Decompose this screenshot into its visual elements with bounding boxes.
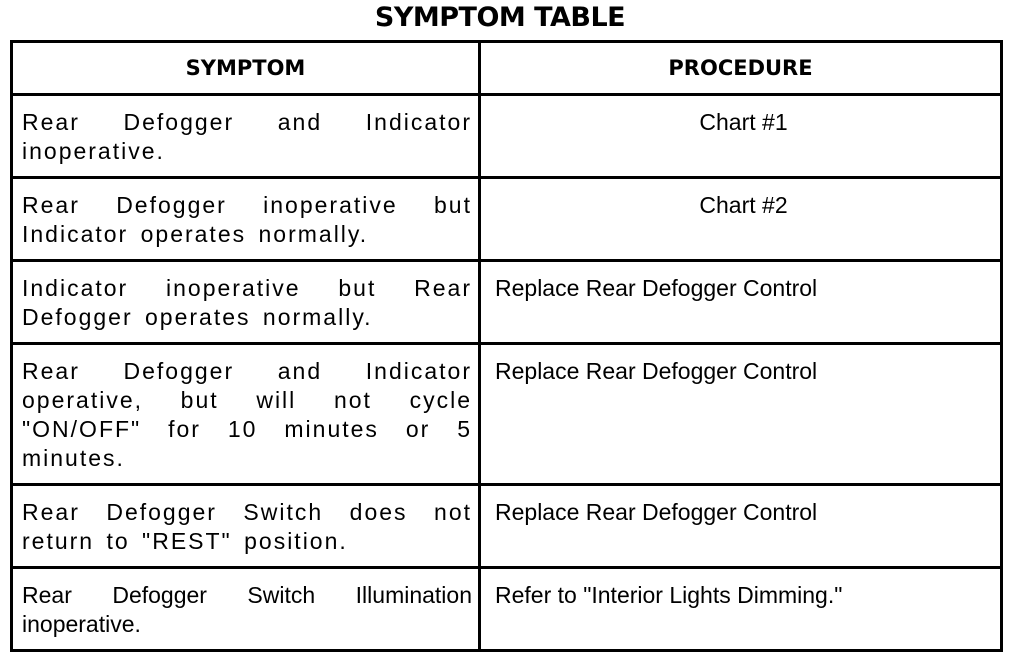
symptom-table: [10, 40, 1003, 652]
symptom-cell: Rear Defogger Switch does not return to "REST" position.: [12, 485, 480, 568]
page-title: SYMPTOM TABLE: [374, 2, 626, 33]
procedure-cell: Replace Rear Defogger Control: [480, 485, 1002, 568]
table-row: [12, 344, 1002, 485]
symptom-cell: Indicator inoperative but Rear Defogger operates normally.: [12, 261, 480, 344]
symptom-cell: Rear Defogger and Indicator inoperative.: [12, 95, 480, 178]
procedure-cell: Replace Rear Defogger Control: [480, 344, 1002, 485]
procedure-cell: Replace Rear Defogger Control: [480, 261, 1002, 344]
table-row: [12, 568, 1002, 651]
symptom-cell: Rear Defogger and Indicator operative, but will not cycle "ON/OFF" for 10 minutes or 5 minutes.: [12, 344, 480, 485]
procedure-column-header: PROCEDURE: [480, 42, 1002, 95]
symptom-cell: Rear Defogger Switch Illumination inoperative.: [12, 568, 480, 651]
table-row: [12, 261, 1002, 344]
table-row: [12, 485, 1002, 568]
procedure-cell: Chart #1: [480, 95, 1002, 178]
table-row: [12, 178, 1002, 261]
table-row: [12, 95, 1002, 178]
procedure-cell: Refer to "Interior Lights Dimming.": [480, 568, 1002, 651]
table-header-row: [12, 42, 1002, 95]
procedure-cell: Chart #2: [480, 178, 1002, 261]
symptom-cell: Rear Defogger inoperative but Indicator operates normally.: [12, 178, 480, 261]
symptom-column-header: SYMPTOM: [12, 42, 480, 95]
